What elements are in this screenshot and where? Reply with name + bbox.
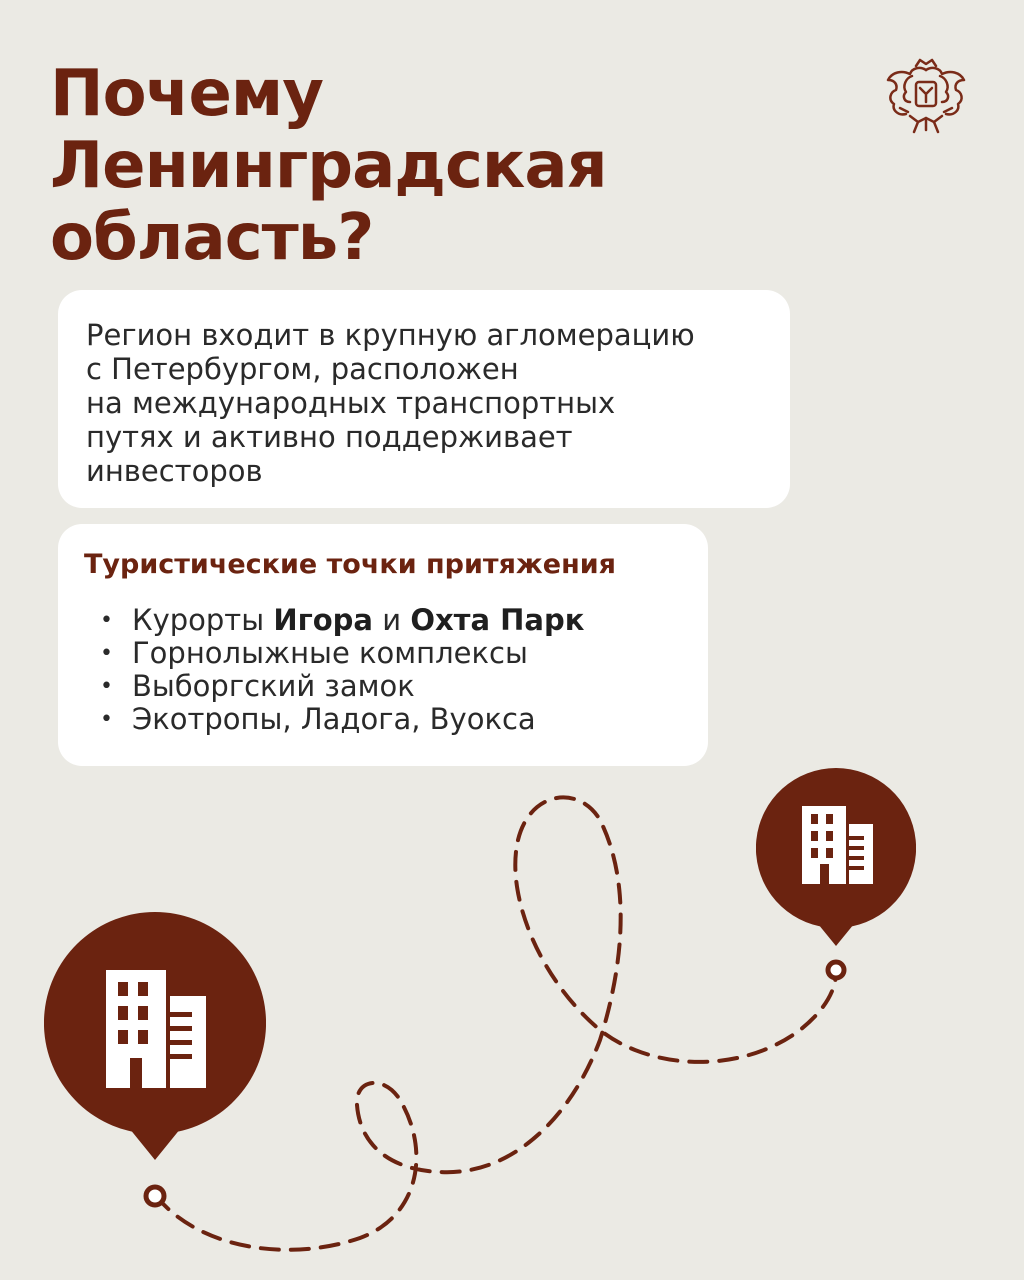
title-line-1: Почему [50, 57, 323, 131]
description-line-5: инвесторов [86, 454, 263, 488]
building-pin-icon [44, 912, 266, 1160]
description-line-4: путях и активно поддерживает [86, 420, 573, 454]
attractions-card [58, 524, 708, 766]
description-line-3: на международных транспортных [86, 386, 616, 420]
title-line-3: область? [50, 201, 374, 275]
resort-igora: Игора [273, 603, 374, 637]
bullet-icon: • [100, 707, 113, 732]
region-description-card [58, 290, 790, 508]
attraction-item-resorts: • Курорты Игора и Охта Парк [100, 603, 585, 637]
building-pin-icon [756, 768, 916, 946]
resort-okhta-park: Охта Парк [410, 603, 585, 637]
attractions-heading: Туристические точки притяжения [84, 549, 616, 580]
attraction-item-vyborg: • Выборгский замок [100, 669, 415, 703]
description-line-1: Регион входит в крупную агломерацию [86, 318, 695, 352]
bullet-icon: • [100, 641, 113, 666]
attractions-list [84, 604, 682, 736]
page-title [50, 58, 607, 274]
bullet-icon: • [100, 674, 113, 699]
double-headed-eagle-emblem-icon [882, 56, 970, 138]
bullet-icon: • [100, 608, 113, 633]
title-line-2: Ленинградская [50, 129, 607, 203]
attraction-item-ski: • Горнолыжные комплексы [100, 636, 528, 670]
description-line-2: с Петербургом, расположен [86, 352, 519, 386]
attraction-item-eco: • Экотропы, Ладога, Вуокса [100, 702, 536, 736]
region-description [86, 318, 762, 488]
